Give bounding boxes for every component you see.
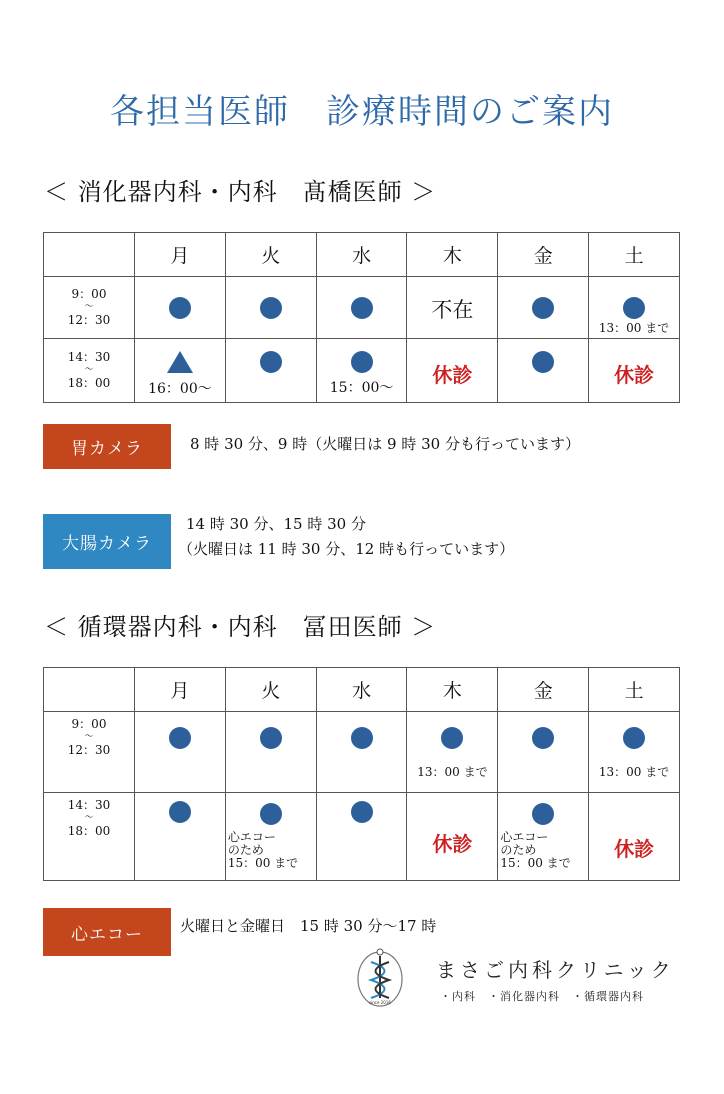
available-dot [260, 297, 282, 319]
cell-mon-pm [135, 793, 226, 881]
day-header-mon: 月 [135, 233, 226, 277]
cell-mon-am [135, 712, 226, 793]
clinic-departments: ・内科 ・消化器内科 ・循環器内科 [440, 990, 644, 1003]
table-corner [44, 233, 135, 277]
closed-label: 休診 [432, 363, 473, 387]
time-end: 18：00 [67, 824, 111, 838]
cell-tue-am [225, 277, 316, 339]
cell-tue-am [225, 712, 316, 793]
day-header-wed: 水 [316, 668, 407, 712]
available-dot [441, 727, 463, 749]
cell-fri-am [498, 712, 589, 793]
cell-mon-am [135, 277, 226, 339]
available-dot [260, 727, 282, 749]
time-sep: 〜 [84, 365, 94, 375]
cell-sat-pm [589, 339, 680, 403]
from-note: 16：00〜 [148, 381, 212, 397]
echo-note-line: 15：00 まで [227, 856, 299, 870]
closed-label: 休診 [614, 837, 655, 861]
available-dot [260, 351, 282, 373]
available-dot [532, 297, 554, 319]
available-dot [169, 297, 191, 319]
day-header-thu: 木 [407, 668, 498, 712]
available-dot [623, 727, 645, 749]
echo-note [498, 831, 588, 870]
day-header-wed: 水 [316, 233, 407, 277]
time-end: 18：00 [67, 376, 111, 390]
time-end: 12：30 [67, 743, 111, 757]
logo-text: since 2016 [369, 1000, 391, 1005]
schedule-table-cardio [43, 667, 680, 881]
day-header-thu: 木 [407, 233, 498, 277]
time-start: 9：00 [71, 717, 107, 731]
section-heading-gastro: ＜ 消化器内科・内科 髙橋医師 ＞ [44, 178, 437, 206]
until-note: 13：00 まで [598, 765, 670, 779]
colonoscopy-note: （火曜日は 11 時 30 分、12 時も行っています） [178, 540, 515, 558]
echo-note-line: のため [227, 843, 264, 857]
cell-thu-am [407, 712, 498, 793]
day-header-sat: 土 [589, 668, 680, 712]
time-sep: 〜 [84, 813, 94, 823]
time-morning [44, 712, 135, 793]
colonoscopy-tag: 大腸カメラ [43, 514, 171, 569]
clinic-name: まさご内科クリニック [436, 958, 675, 982]
available-dot [260, 803, 282, 825]
available-dot [532, 727, 554, 749]
cell-thu-pm [407, 339, 498, 403]
day-header-tue: 火 [225, 233, 316, 277]
time-end: 12：30 [67, 313, 111, 327]
cell-wed-pm [316, 793, 407, 881]
time-sep: 〜 [84, 732, 94, 742]
available-dot [351, 801, 373, 823]
cell-sat-am [589, 712, 680, 793]
gastroscopy-tag: 胃カメラ [43, 424, 171, 469]
closed-label: 休診 [432, 832, 473, 856]
until-note: 13：00 まで [417, 765, 488, 779]
cell-mon-pm [135, 339, 226, 403]
from-note: 15：00〜 [329, 380, 394, 396]
echo-tag: 心エコー [43, 908, 171, 956]
time-afternoon [44, 793, 135, 881]
echo-note [226, 831, 316, 870]
echo-note-line: 心エコー [500, 830, 549, 844]
echo-times: 火曜日と金曜日 15 時 30 分〜17 時 [180, 917, 437, 935]
until-note: 13：00 まで [598, 321, 670, 335]
cell-sat-am [589, 277, 680, 339]
available-dot [351, 727, 373, 749]
day-header-tue: 火 [225, 668, 316, 712]
cell-fri-am [498, 277, 589, 339]
day-header-mon: 月 [135, 668, 226, 712]
available-dot [169, 801, 191, 823]
time-start: 14：30 [67, 350, 111, 364]
page-title: 各担当医師 診療時間のご案内 [110, 92, 614, 132]
time-sep: 〜 [84, 302, 94, 312]
available-dot [623, 297, 645, 319]
partial-triangle [167, 351, 193, 373]
cell-fri-pm [498, 793, 589, 881]
time-morning [44, 277, 135, 339]
cell-wed-pm [316, 339, 407, 403]
available-dot [532, 351, 554, 373]
cell-wed-am [316, 712, 407, 793]
absent-label: 不在 [431, 298, 474, 322]
available-dot [169, 727, 191, 749]
day-header-fri: 金 [498, 668, 589, 712]
echo-note-line: 15：00 まで [500, 856, 571, 870]
time-start: 9：00 [71, 287, 107, 301]
cell-thu-am [407, 277, 498, 339]
cell-tue-pm [225, 339, 316, 403]
time-start: 14：30 [67, 798, 111, 812]
colonoscopy-times: 14 時 30 分、15 時 30 分 [186, 515, 366, 533]
gastroscopy-times: 8 時 30 分、9 時（火曜日は 9 時 30 分も行っています） [190, 435, 580, 453]
closed-label: 休診 [614, 363, 655, 387]
day-header-sat: 土 [589, 233, 680, 277]
day-header-fri: 金 [498, 233, 589, 277]
cell-fri-pm [498, 339, 589, 403]
time-afternoon [44, 339, 135, 403]
available-dot [351, 351, 373, 373]
cell-thu-pm [407, 793, 498, 881]
echo-note-line: のため [500, 843, 537, 857]
cell-sat-pm [589, 793, 680, 881]
clinic-logo [355, 948, 405, 1008]
table-corner [44, 668, 135, 712]
cell-wed-am [316, 277, 407, 339]
cell-tue-pm [225, 793, 316, 881]
echo-note-line: 心エコー [227, 830, 276, 844]
schedule-table-gastro [43, 232, 680, 403]
available-dot [351, 297, 373, 319]
section-heading-cardio: ＜ 循環器内科・内科 冨田医師 ＞ [44, 613, 437, 641]
available-dot [532, 803, 554, 825]
